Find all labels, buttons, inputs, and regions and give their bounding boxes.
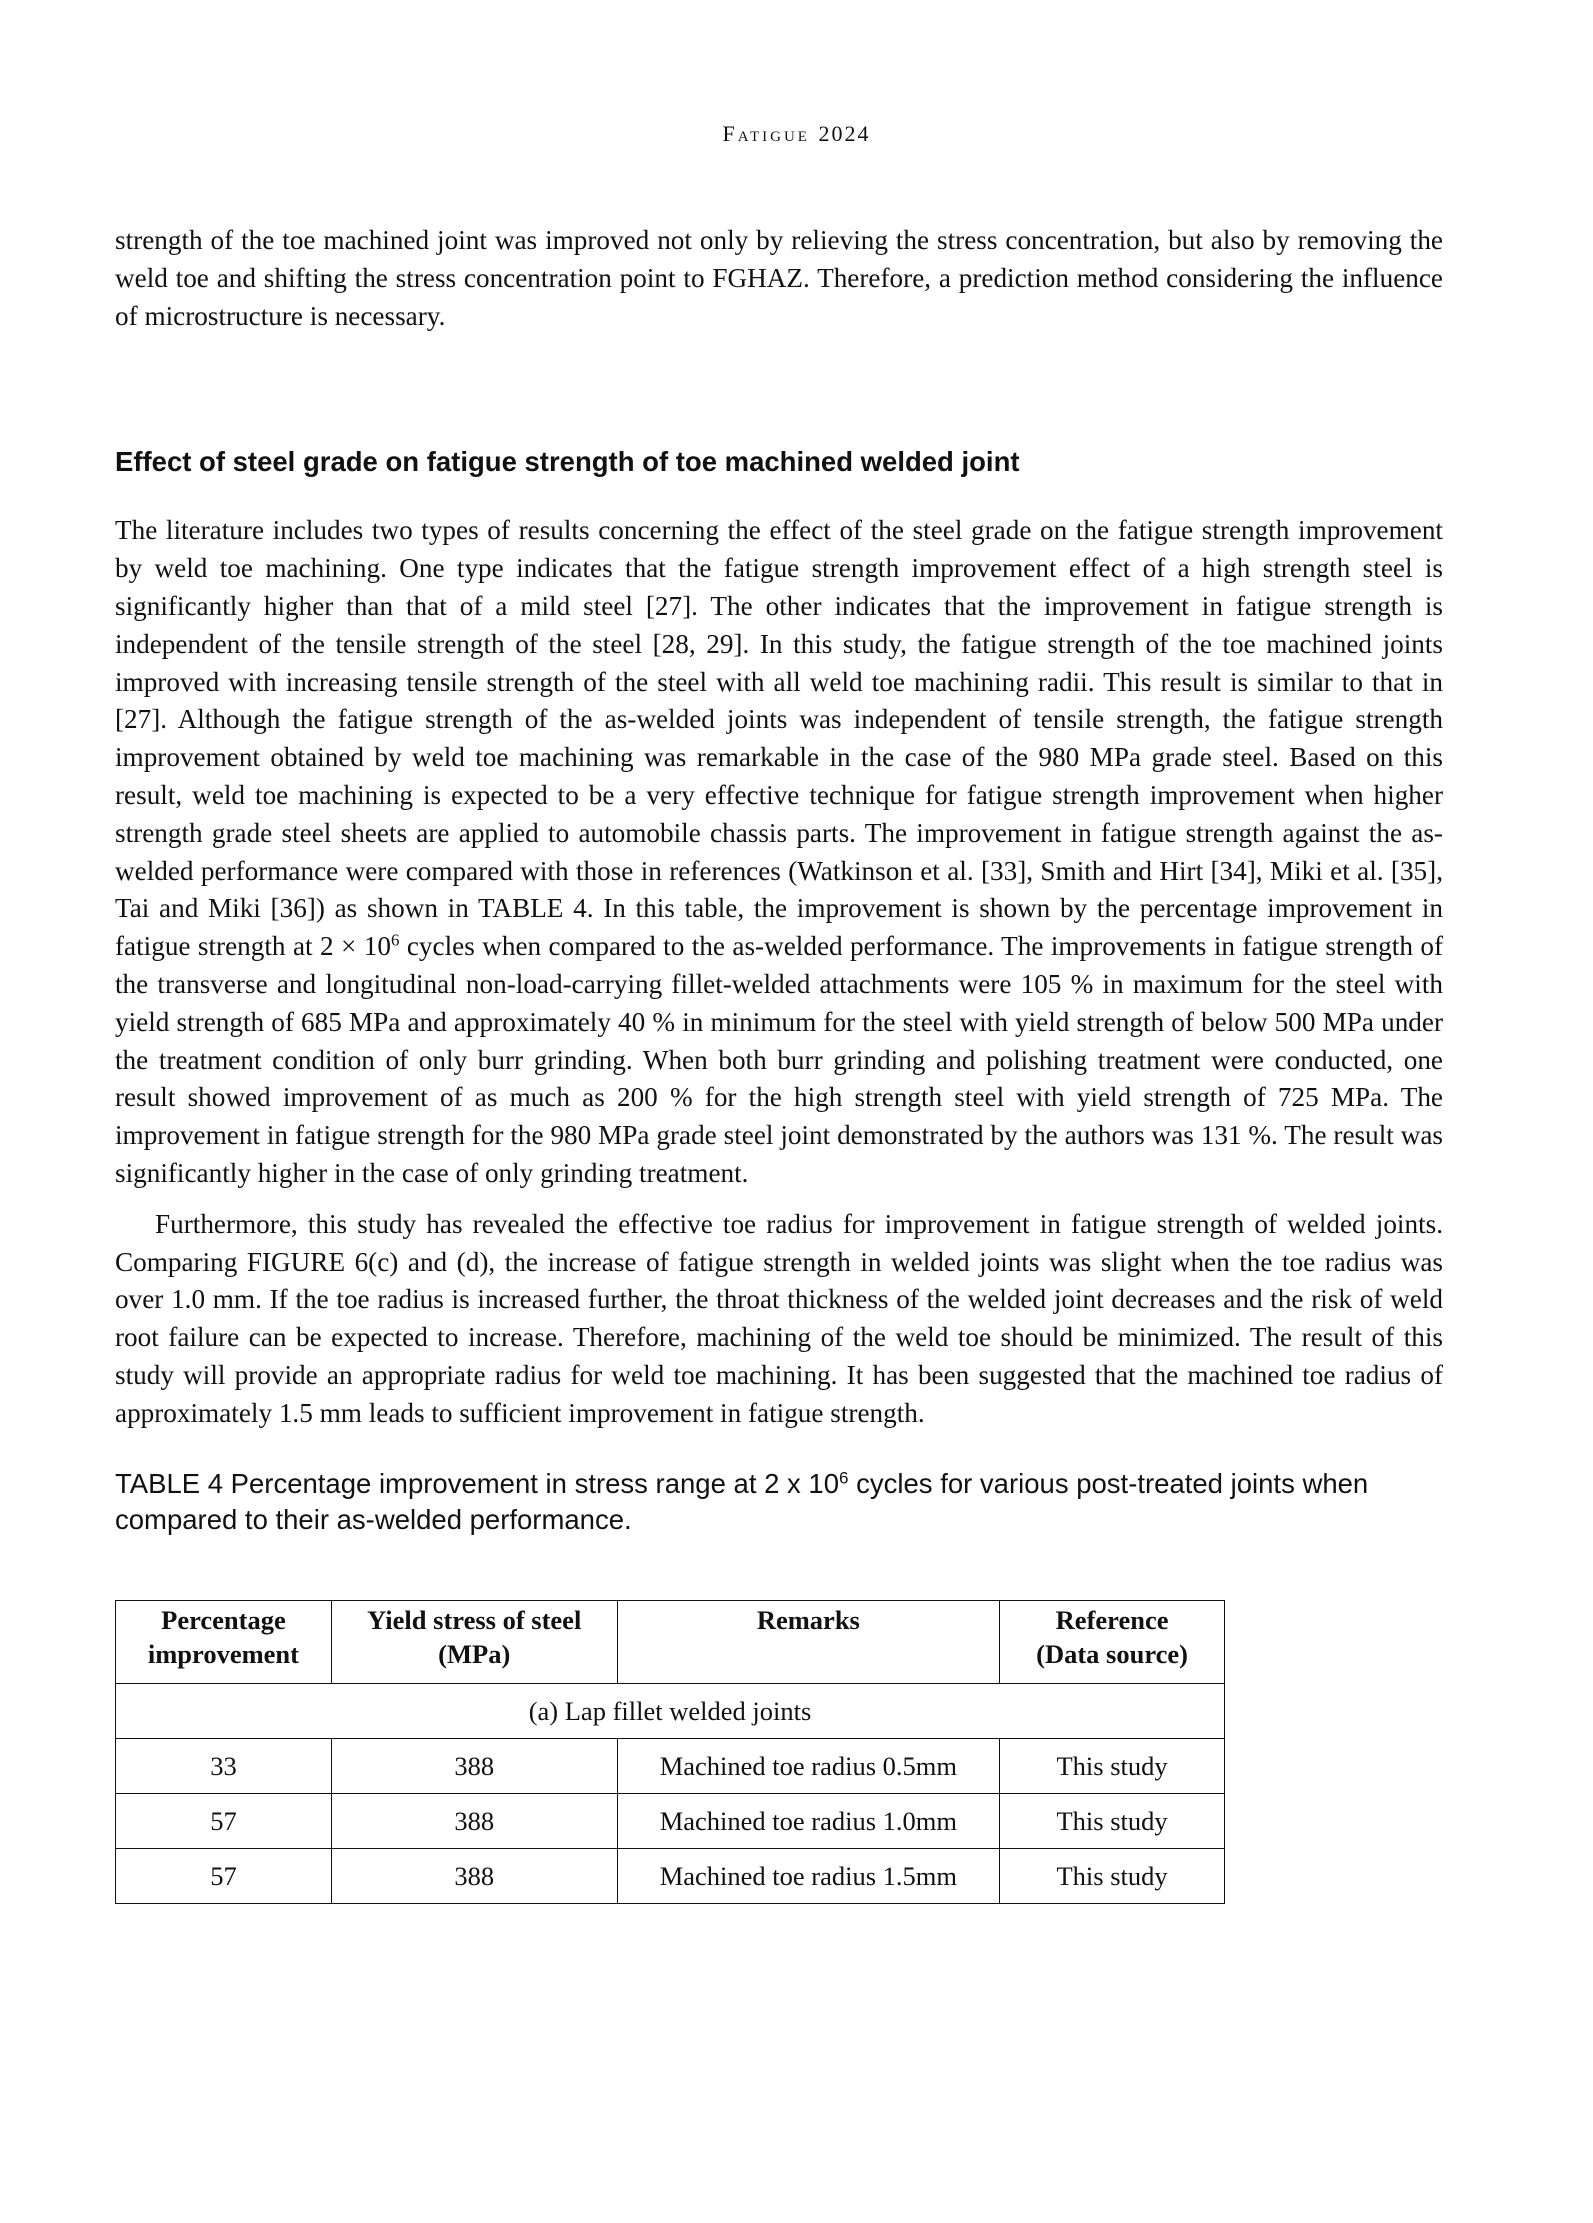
table-row: [116, 1738, 1225, 1793]
cell-percentage: 57: [116, 1793, 332, 1848]
group-label: (a) Lap fillet welded joints: [116, 1683, 1225, 1738]
table-row: [116, 1848, 1225, 1903]
paragraph-steel-grade-text-2: cycles when compared to the as-welded performance. The improvements in fatigue strength of the transverse and longitudinal non-load-carrying fillet-welded attachments were 105 % in maximum for the steel with yield strength of 685 MPa and approximately 40 % in minimum for the steel with yield strength of below 500 MPa under the treatment condition of only burr grinding. When both burr grinding and polishing treatment were conducted, one result showed improvement of as much as 200 % for the high strength steel with yield strength of 725 MPa. The improvement in fatigue strength for the 980 MPa grade steel joint demonstrated by the authors was 131 %. The result was significantly higher in the case of only grinding treatment.: [115, 931, 1443, 1188]
header-yield-stress: Yield stress of steel (MPa): [331, 1600, 617, 1683]
table-caption-text-1: TABLE 4 Percentage improvement in stress range at 2 x 10: [115, 1467, 840, 1499]
cell-remarks: Machined toe radius 0.5mm: [617, 1738, 1000, 1793]
superscript-exponent: 6: [390, 930, 400, 950]
improvement-table: [115, 1600, 1225, 1904]
header-remarks: Remarks: [617, 1600, 1000, 1683]
cell-reference: This study: [1000, 1793, 1225, 1848]
table-caption-text-2: cycles for various post-treated joints when compared to their as-welded performance.: [115, 1467, 1369, 1535]
cell-percentage: 57: [116, 1848, 332, 1903]
cell-yield-stress: 388: [331, 1848, 617, 1903]
paragraph-steel-grade-text-1: The literature includes two types of results concerning the effect of the steel grade on the fatigue strength improvement by weld toe machining. One type indicates that the fatigue strength improvement effect of a high strength steel is significantly higher than that of a mild steel [27]. The other indicates that the improvement in fatigue strength is independent of the tensile strength of the steel [28, 29]. In this study, the fatigue strength of the toe machined joints improved with increasing tensile strength of the steel with all weld toe machining radii. This result is similar to that in [27]. Although the fatigue strength of the as-welded joints was independent of tensile strength, the fatigue strength improvement obtained by weld toe machining was remarkable in the case of the 980 MPa grade steel. Based on this result, weld toe machining is expected to be a very effective technique for fatigue strength improvement when higher strength grade steel sheets are applied to automobile chassis parts. The improvement in fatigue strength against the as-welded performance were compared with those in references (Watkinson et al. [33], Smith and Hirt [34], Miki et al. [35], Tai and Miki [36]) as shown in TABLE 4. In this table, the improvement is shown by the percentage improvement in fatigue strength at 2 × 10: [115, 515, 1443, 962]
table-caption-exponent: 6: [839, 1468, 849, 1488]
cell-percentage: 33: [116, 1738, 332, 1793]
paragraph-steel-grade: [115, 512, 1443, 1192]
page-body: [115, 222, 1443, 1904]
cell-yield-stress: 388: [331, 1793, 617, 1848]
journal-year: 2024: [818, 121, 871, 146]
paragraph-toe-radius: Furthermore, this study has revealed the effective toe radius for improvement in fatigue strength of welded joints. Comparing FIGURE 6(c) and (d), the increase of fatigue strength in welded joints was slight when the toe radius was over 1.0 mm. If the toe radius is increased further, the throat thickness of the welded joint decreases and the risk of weld root failure can be expected to increase. Therefore, machining of the weld toe should be minimized. The result of this study will provide an appropriate radius for weld toe machining. It has been suggested that the machined toe radius of approximately 1.5 mm leads to sufficient improvement in fatigue strength.: [115, 1208, 1443, 1428]
running-head: [0, 121, 1593, 147]
table-caption: [115, 1466, 1395, 1538]
cell-reference: This study: [1000, 1738, 1225, 1793]
header-reference: Reference (Data source): [1000, 1600, 1225, 1683]
table-group-row: [116, 1683, 1225, 1738]
table-row: [116, 1793, 1225, 1848]
continuation-paragraph: strength of the toe machined joint was improved not only by relieving the stress concentration, but also by removing the weld toe and shifting the stress concentration point to FGHAZ. Therefore, a prediction method considering the influence of microstructure is necessary.: [115, 225, 1443, 331]
cell-remarks: Machined toe radius 1.5mm: [617, 1848, 1000, 1903]
section-heading: Effect of steel grade on fatigue strength of toe machined welded joint: [115, 446, 1020, 478]
header-percentage-improvement: Percentage improvement: [116, 1600, 332, 1683]
cell-reference: This study: [1000, 1848, 1225, 1903]
cell-yield-stress: 388: [331, 1738, 617, 1793]
cell-remarks: Machined toe radius 1.0mm: [617, 1793, 1000, 1848]
journal-name: Fatigue: [722, 121, 810, 146]
table-header-row: [116, 1600, 1225, 1683]
